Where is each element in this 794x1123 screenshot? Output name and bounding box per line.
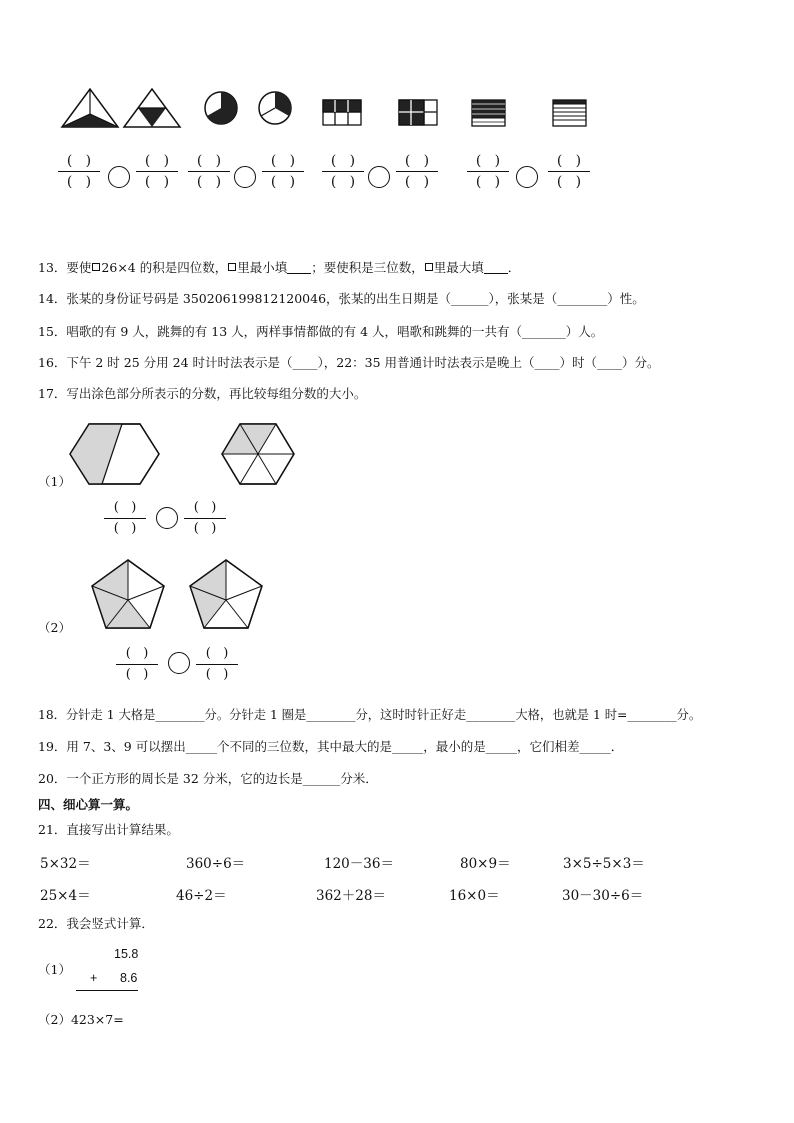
calc-item: 120－36＝ [324, 856, 394, 872]
vertical-bottom-number: 8.6 [120, 971, 138, 985]
grid-figure-1 [323, 100, 361, 125]
fraction-blank[interactable]: ( ) ( ) [322, 153, 364, 190]
q22-part-2: （2）423×7= [38, 1012, 124, 1027]
hexagon-1 [70, 424, 159, 484]
fraction-blank[interactable]: ( ) ( ) [196, 646, 238, 683]
fraction-blank[interactable]: ( ) ( ) [58, 153, 100, 190]
fraction-blank[interactable]: ( ) ( ) [116, 646, 158, 683]
question-20: 20．一个正方形的周长是 32 分米，它的边长是______分米． [38, 771, 378, 786]
vertical-result-line [76, 990, 138, 991]
calc-item: 25×4＝ [40, 888, 91, 904]
fraction-blank[interactable]: ( ) ( ) [467, 153, 509, 190]
calc-item: 362＋28＝ [316, 888, 386, 904]
question-18: 18．分针走 1 大格是________分。分针走 1 圈是________分，这时时针正好走________大格，也就是 1 时=________分。 [38, 708, 702, 722]
section-4-title: 四、细心算一算。 [38, 797, 139, 812]
compare-circle[interactable] [168, 652, 190, 674]
answer-blank[interactable] [484, 261, 508, 274]
question-22: 22．我会竖式计算． [38, 916, 154, 931]
calc-item: 30－30÷6＝ [562, 888, 644, 904]
calc-item: 80×9＝ [460, 856, 511, 872]
circle-figure-2 [259, 92, 291, 124]
calc-item: 5×32＝ [40, 856, 91, 872]
vertical-top-number: 15.8 [114, 947, 139, 961]
stripes-figure-1 [472, 100, 505, 126]
calc-item: 360÷6＝ [186, 856, 246, 872]
triangle-figure-2 [124, 89, 180, 127]
q17-label-1: （1） [38, 474, 71, 489]
fraction-blank[interactable]: ( ) ( ) [396, 153, 438, 190]
stripes-figure-2 [553, 100, 586, 126]
box-icon [425, 263, 433, 271]
fraction-blank[interactable]: ( ) ( ) [188, 153, 230, 190]
question-21: 21．直接写出计算结果。 [38, 822, 179, 837]
pentagon-1 [92, 560, 164, 628]
hexagon-figures [60, 420, 320, 490]
calc-item: 16×0＝ [449, 888, 500, 904]
box-icon [228, 263, 236, 271]
compare-circle[interactable] [368, 166, 390, 188]
compare-circle[interactable] [234, 166, 256, 188]
top-figures [0, 80, 794, 140]
pentagon-2 [190, 560, 262, 628]
circle-figure-1 [205, 92, 237, 124]
box-icon [92, 263, 100, 271]
pentagon-figures [88, 556, 288, 632]
triangle-figure-1 [62, 89, 118, 127]
fraction-blank[interactable]: ( ) ( ) [136, 153, 178, 190]
grid-figure-2 [399, 100, 437, 125]
calc-item: 3×5÷5×3＝ [563, 856, 645, 872]
question-15: 15．唱歌的有 9 人，跳舞的有 13 人，两样事情都做的有 4 人，唱歌和跳舞的一共有（_______）人。 [38, 324, 604, 339]
fraction-blank[interactable]: ( ) ( ) [548, 153, 590, 190]
calc-item: 46÷2＝ [176, 888, 227, 904]
question-16: 16．下午 2 时 25 分用 24 时计时法表示是（____），22：35 用普通计时法表示是晚上（____）时（____）分。 [38, 355, 660, 370]
question-19: 19．用 7、3、9 可以摆出_____个不同的三位数，其中最大的是_____，最小的是_____，它们相差_____． [38, 739, 624, 754]
fraction-blank[interactable]: ( ) ( ) [104, 500, 146, 537]
compare-circle[interactable] [156, 507, 178, 529]
paren: ( ) [66, 153, 92, 169]
q22-label-1: （1） [38, 962, 71, 977]
compare-circle[interactable] [516, 166, 538, 188]
question-17: 17．写出涂色部分所表示的分数，再比较每组分数的大小。 [38, 386, 367, 401]
hexagon-2 [222, 424, 294, 484]
compare-circle[interactable] [108, 166, 130, 188]
fraction-blank[interactable]: ( ) ( ) [184, 500, 226, 537]
q17-label-2: （2） [38, 620, 71, 635]
question-14: 14．张某的身份证号码是 350206199812120046，张某的出生日期是（______），张某是（________）性。 [38, 291, 645, 306]
fraction-blank[interactable]: ( ) ( ) [262, 153, 304, 190]
vertical-operator: + [90, 971, 98, 985]
answer-blank[interactable] [287, 261, 311, 274]
question-13: 13．要使 26×4 的积是四位数， 里最小填 ；要使积是三位数， 里最大填 ． [38, 260, 521, 275]
